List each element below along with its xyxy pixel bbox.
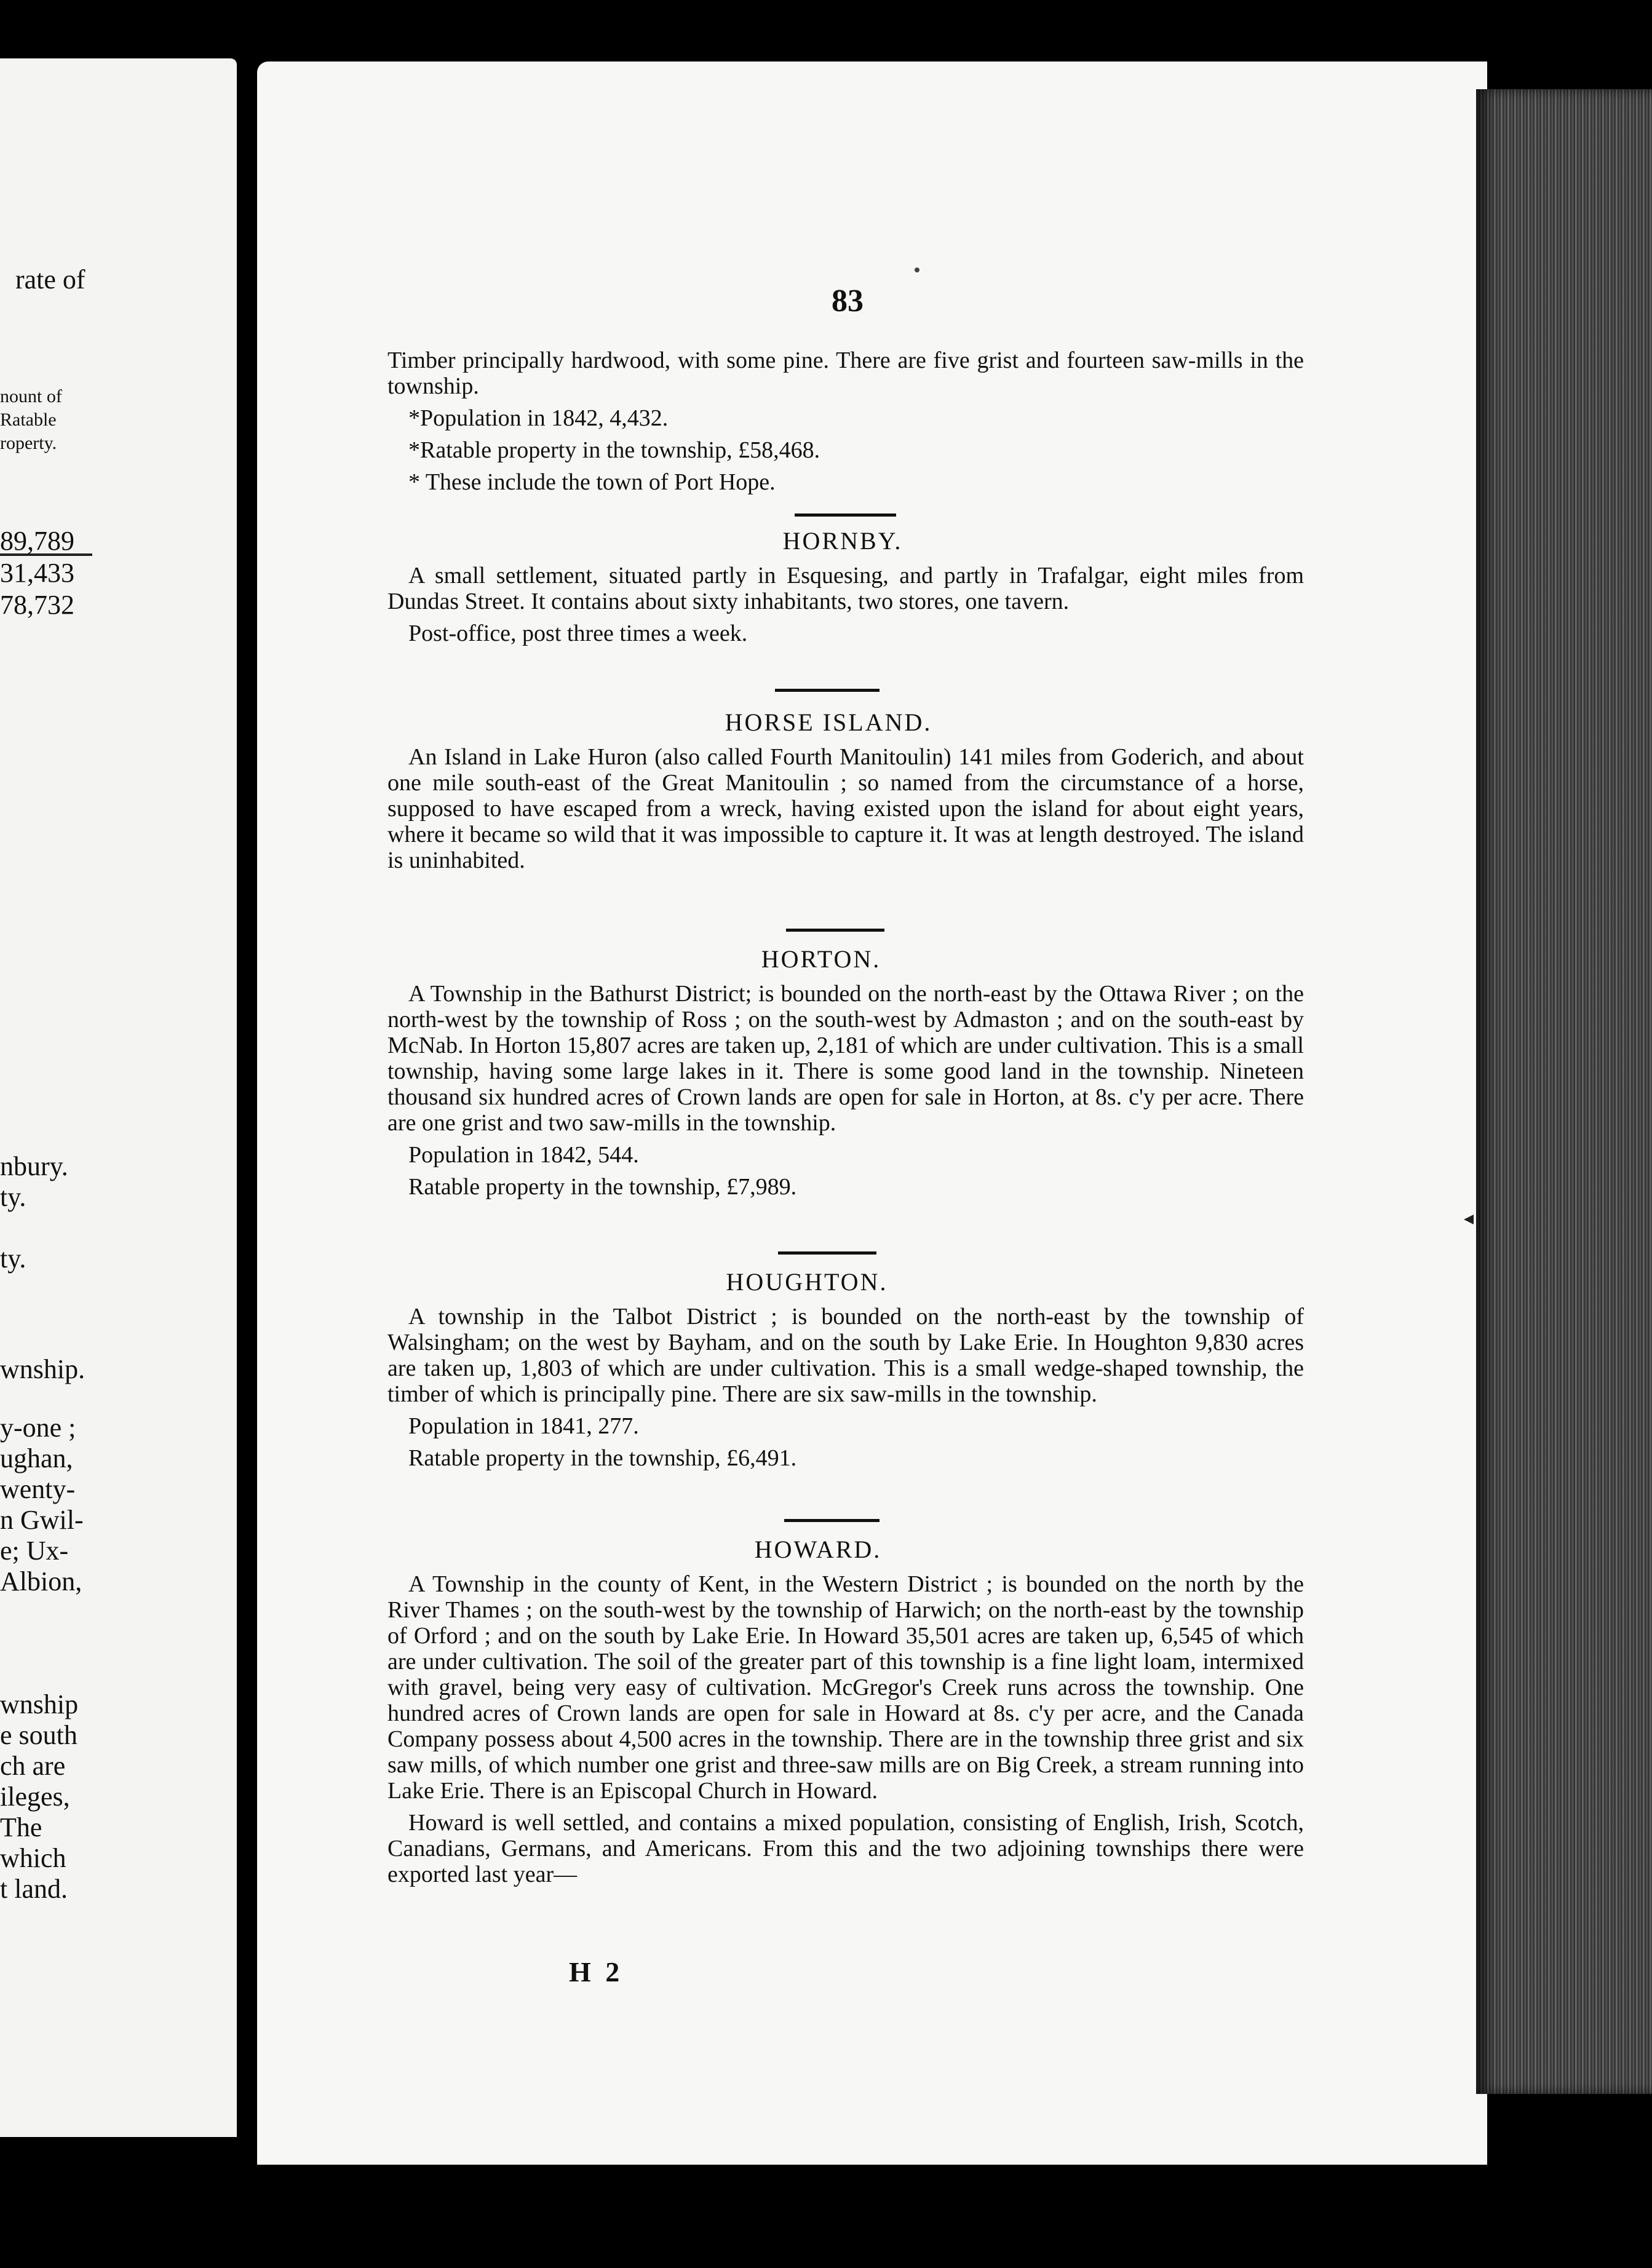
left-page-fragment: ty. [0, 1182, 26, 1212]
left-page [0, 58, 237, 2137]
left-page-fragment: The [0, 1812, 42, 1842]
hornby-paragraph-1: A small settlement, situated partly in Esquesing, and partly in Trafalgar, eight miles from Dundas Street. It contains about sixty inhabitants, two stores, one tavern. [387, 563, 1304, 614]
heading-howard: HOWARD. [754, 1536, 882, 1563]
left-page-fragment: nbury. [0, 1151, 68, 1181]
horse-island-paragraph-1: An Island in Lake Huron (also called Fourth Manitoulin) 141 miles from Goderich, and about one mile south-east of the Great Manitoulin ; so named from the circumstance of a horse, supposed to have escaped from a wreck, having existed upon the island for about eight years, where it became so wild that it was impossible to capture it. It was at length destroyed. The island is uninhabited. [387, 744, 1304, 873]
entry-houghton [387, 1304, 1304, 1477]
howard-paragraph-1: A Township in the county of Kent, in the Western District ; is bounded on the north by the River Thames ; on the south-west by the township of Harwich; on the north-east by the township of Orford ; and on the south by Lake Erie. In Howard 35,501 acres are taken up, 6,545 of which are under cultivation. The soil of the greater part of this township is a fine light loam, intermixed with gravel, being very easy of cultivation. McGregor's Creek runs across the township. One hundred acres of Crown lands are open for sale in Howard at 8s. c'y per acre, and the Canada Company possess about 4,500 acres in the township. There are in the township three grist and six saw mills, of which number one grist and three-saw mills are on Big Creek, a stream running into Lake Erie. There is an Episcopal Church in Howard. [387, 1571, 1304, 1804]
left-page-fragment: ileges, [0, 1782, 70, 1812]
left-page-fragment: n Gwil- [0, 1505, 84, 1535]
heading-houghton: HOUGHTON. [726, 1268, 888, 1296]
left-page-fragment: which [0, 1843, 66, 1873]
left-page-fragment: nount of [0, 386, 62, 406]
page-edge [1476, 89, 1652, 2094]
left-page-fragment: ughan, [0, 1443, 73, 1473]
entry-horse-island [387, 744, 1304, 879]
separator-horse-island [775, 689, 880, 692]
top-population: *Population in 1842, 4,432. [408, 405, 669, 431]
left-page-fragment: wnship. [0, 1354, 85, 1384]
page-number: 83 [832, 284, 864, 319]
howard-paragraph-2: Howard is well settled, and contains a mixed population, consisting of English, Irish, Scotch, Canadians, Germans, and Americans. From this and the two adjoining townships there were exported last year— [387, 1810, 1304, 1887]
separator-horton [786, 929, 884, 932]
horton-paragraph-1: A Township in the Bathurst District; is bounded on the north-east by the Ottawa River ; on the north-west by the township of Ross ; on the south-west by Admaston ; and on the south-east by McNab. In Horton 15,807 acres are taken up, 2,181 of which are under cultivation. This is a small township, having some large lakes in it. There is some good land in the township. Nineteen thousand six hundred acres of Crown lands are open for sale in Horton, at 8s. c'y per acre. There are one grist and two saw-mills in the township. [387, 981, 1304, 1136]
top-ratable: *Ratable property in the township, £58,468. [408, 437, 820, 463]
left-page-fragment: 31,433 [0, 558, 74, 588]
houghton-population: Population in 1841, 277. [408, 1413, 639, 1439]
horton-population: Population in 1842, 544. [408, 1142, 639, 1168]
entry-hornby [387, 563, 1304, 652]
left-page-fragment: t land. [0, 1874, 68, 1904]
heading-hornby: HORNBY. [782, 527, 903, 555]
entry-howard [387, 1571, 1304, 1893]
heading-horton: HORTON. [761, 945, 881, 973]
ink-speck [915, 268, 919, 272]
top-block [387, 347, 1304, 501]
horton-ratable: Ratable property in the township, £7,989. [408, 1174, 797, 1200]
separator-houghton [778, 1251, 876, 1255]
houghton-ratable: Ratable property in the township, £6,491. [408, 1445, 797, 1471]
left-page-fragment: 78,732 [0, 590, 74, 620]
houghton-paragraph-1: A township in the Talbot District ; is bounded on the north-east by the township of Walsingham; on the west by Bayham, and on the south by Lake Erie. In Houghton 9,830 acres are taken up, 1,803 of which are under cultivation. This is a small wedge-shaped township, the timber of which is principally pine. There are six saw-mills in the township. [387, 1304, 1304, 1407]
signature-mark: H 2 [569, 1956, 624, 1988]
left-page-fragment: wnship [0, 1689, 79, 1719]
top-paragraph-1: Timber principally hardwood, with some pine. There are five grist and fourteen saw-mills in the township. [387, 347, 1304, 399]
left-page-fragment: e south [0, 1720, 77, 1750]
margin-arrow-icon [1464, 1215, 1474, 1224]
separator-howard [784, 1519, 880, 1522]
heading-horse-island: HORSE ISLAND. [725, 708, 932, 736]
left-page-fragment: Ratable [0, 410, 57, 430]
left-page-fragment: wenty- [0, 1474, 76, 1504]
separator-hornby [795, 513, 896, 517]
entry-horton [387, 981, 1304, 1206]
left-page-fragment: y-one ; [0, 1413, 76, 1443]
left-page-fragment: Albion, [0, 1566, 82, 1596]
left-page-fragment: ch are [0, 1751, 66, 1781]
left-page-fragment: 89,789 [0, 526, 74, 556]
left-page-fragment: rate of [15, 264, 85, 295]
hornby-paragraph-2: Post-office, post three times a week. [408, 621, 748, 646]
top-footnote: * These include the town of Port Hope. [408, 469, 776, 495]
left-page-fragment: ty. [0, 1243, 26, 1274]
left-page-fragment: roperty. [0, 433, 57, 453]
left-page-fragment: e; Ux- [0, 1536, 69, 1566]
